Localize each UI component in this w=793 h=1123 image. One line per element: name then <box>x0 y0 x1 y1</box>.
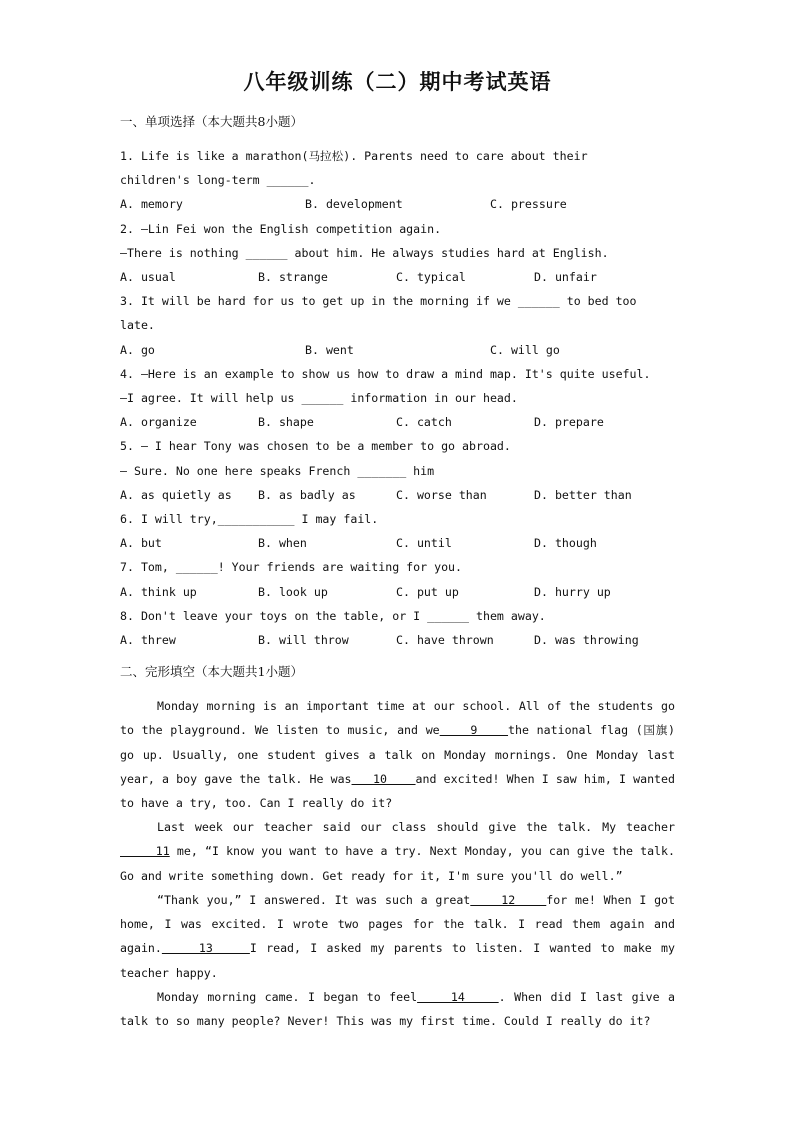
question-1 <box>120 144 675 217</box>
option-b: B. look up <box>258 584 328 599</box>
options-row <box>120 483 675 507</box>
option-d: D. hurry up <box>534 584 611 599</box>
blank-13: 13 <box>161 941 250 956</box>
option-b: B. strange <box>258 270 328 285</box>
options-row <box>120 410 675 434</box>
question-8 <box>120 604 675 652</box>
option-a: A. usual <box>120 270 176 285</box>
section-heading-cloze: 二、完形填空（本大题共1小题） <box>120 664 303 680</box>
options-row <box>120 338 675 362</box>
question-4 <box>120 362 675 435</box>
option-c: C. until <box>396 536 452 551</box>
question-6 <box>120 507 675 555</box>
question-text: 2. —Lin Fei won the English competition again. <box>120 221 442 236</box>
options-row <box>120 531 675 555</box>
option-a: A. as quietly as <box>120 487 232 502</box>
question-text: late. <box>120 318 155 333</box>
option-c: C. pressure <box>490 197 567 212</box>
question-3 <box>120 289 675 362</box>
question-text: 1. Life is like a marathon(马拉松). Parents need to care about their <box>120 149 588 163</box>
option-d: D. though <box>534 536 597 551</box>
cloze-paragraph-3: “Thank you,” I answered. It was such a great 12 for me! When I got home, I was excited. I wrote two pages for the talk. I read them again and again. 13 I read, I asked my parents to listen. I wanted to make my teacher happy. <box>120 892 676 980</box>
option-c: C. worse than <box>396 487 487 502</box>
blank-9: 9 <box>439 723 509 738</box>
blank-11: 11 <box>120 844 170 859</box>
cloze-paragraph-1: Monday morning is an important time at our school. All of the students go to the playground. We listen to music, and we 9 the national flag (国旗) go up. Usually, one student gives a talk on Monday mornings. One Monday last year, a boy gave the talk. He was 10 and excited! When I saw him, I wanted to have a try, too. Can I really do it? <box>120 699 675 811</box>
cloze-paragraph-2: Last week our teacher said our class should give the talk. My teacher 11 me, “I know you want to have a try. Next Monday, you can give the talk. Go and write something down. Get ready for it, I'm sure you'll do well.” <box>120 820 675 883</box>
option-c: C. put up <box>396 584 459 599</box>
question-text: —There is nothing ______ about him. He always studies hard at English. <box>120 245 609 260</box>
option-d: D. prepare <box>534 415 604 430</box>
option-b: B. went <box>305 342 354 357</box>
exam-page <box>120 66 675 1033</box>
options-row <box>120 265 675 289</box>
question-text: 6. I will try,___________ I may fail. <box>120 512 379 527</box>
option-b: B. will throw <box>258 633 349 648</box>
cloze-paragraph-4: Monday morning came. I began to feel 14 . When did I last give a talk to so many people? Never! This was my first time. Could I really do it? <box>120 989 675 1028</box>
options-row <box>120 192 675 216</box>
option-d: D. was throwing <box>534 633 639 648</box>
question-text: 7. Tom, ______! Your friends are waiting for you. <box>120 560 463 575</box>
section-heading-single-choice: 一、单项选择（本大题共8小题） <box>120 114 303 129</box>
options-row <box>120 628 675 652</box>
question-text: 4. —Here is an example to show us how to draw a mind map. It's quite useful. <box>120 366 651 381</box>
question-text: 5. — I hear Tony was chosen to be a member to go abroad. <box>120 439 511 454</box>
blank-10: 10 <box>351 771 416 786</box>
option-c: C. will go <box>490 342 560 357</box>
blank-14: 14 <box>417 989 499 1004</box>
option-b: B. shape <box>258 415 314 430</box>
question-text: —I agree. It will help us ______ information in our head. <box>120 391 518 406</box>
blank-12: 12 <box>470 892 547 907</box>
option-d: D. better than <box>534 487 632 502</box>
option-a: A. threw <box>120 633 176 648</box>
option-c: C. typical <box>396 270 466 285</box>
option-a: A. organize <box>120 415 197 430</box>
option-a: A. think up <box>120 584 197 599</box>
option-b: B. as badly as <box>258 487 356 502</box>
option-a: A. memory <box>120 197 183 212</box>
question-text: — Sure. No one here speaks French _______ him <box>120 463 435 478</box>
option-b: B. when <box>258 536 307 551</box>
question-5 <box>120 434 675 507</box>
option-d: D. unfair <box>534 270 597 285</box>
question-text: 8. Don't leave your toys on the table, or I ______ them away. <box>120 608 546 623</box>
option-c: C. catch <box>396 415 452 430</box>
question-text: 3. It will be hard for us to get up in the morning if we ______ to bed too <box>120 294 637 309</box>
option-a: A. but <box>120 536 162 551</box>
question-7 <box>120 555 675 603</box>
option-b: B. development <box>305 197 403 212</box>
question-text: children's long-term ______. <box>120 173 316 188</box>
option-a: A. go <box>120 342 155 357</box>
question-2 <box>120 217 675 290</box>
options-row <box>120 580 675 604</box>
page-title: 八年级训练（二）期中考试英语 <box>243 69 552 94</box>
option-c: C. have thrown <box>396 633 494 648</box>
